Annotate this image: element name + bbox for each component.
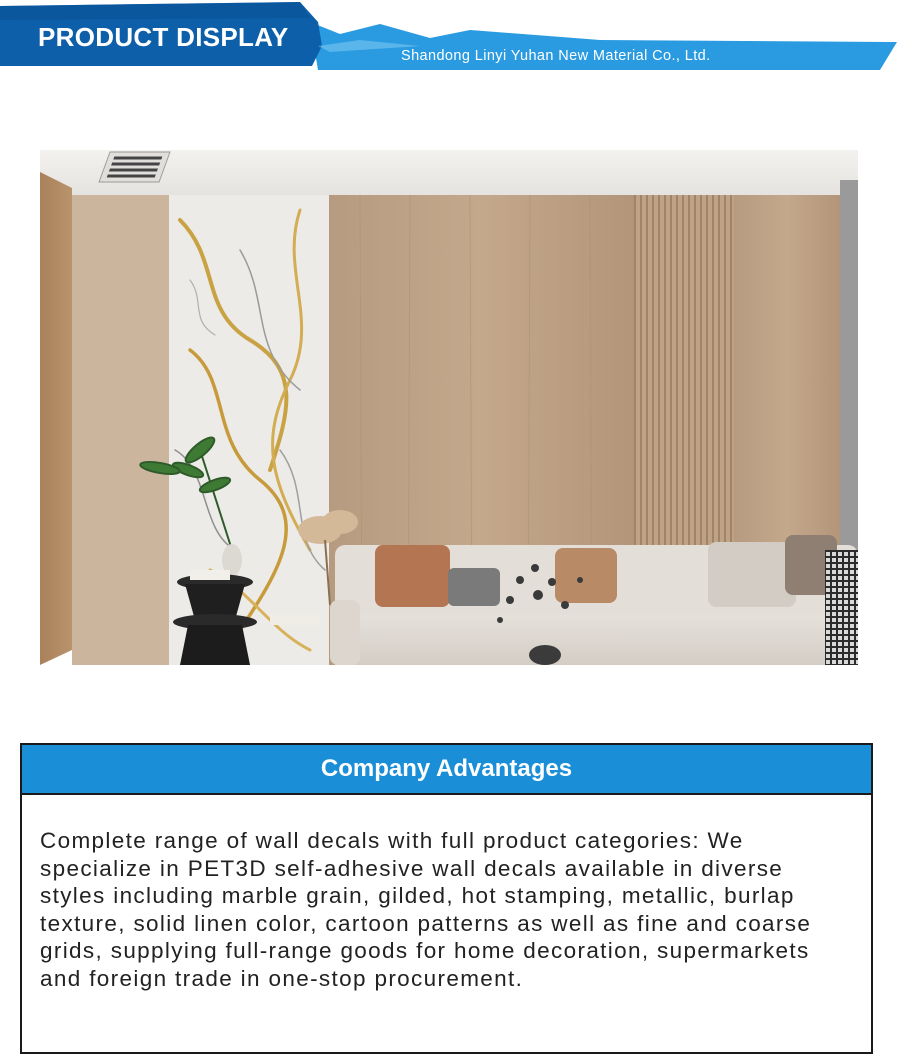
company-name: Shandong Linyi Yuhan New Material Co., Ltd. (401, 48, 711, 64)
page-title: PRODUCT DISPLAY (38, 22, 289, 52)
advantages-title: Company Advantages (320, 755, 573, 782)
advantages-text: Complete range of wall decals with full product categories: We specialize in PET3D self-adhesive wall decals available in diverse styles including marble grain, gilded, hot stamping, metallic, burlap texture, solid linen color, cartoon patterns as well as fine and coarse grids, supplying full-range goods for home decoration, supermarkets and foreign trade in one-stop procurement. (40, 828, 812, 991)
product-photo (40, 150, 858, 665)
advantages-panel (20, 743, 873, 1054)
advantages-header (22, 745, 871, 795)
header-banner (0, 0, 897, 80)
